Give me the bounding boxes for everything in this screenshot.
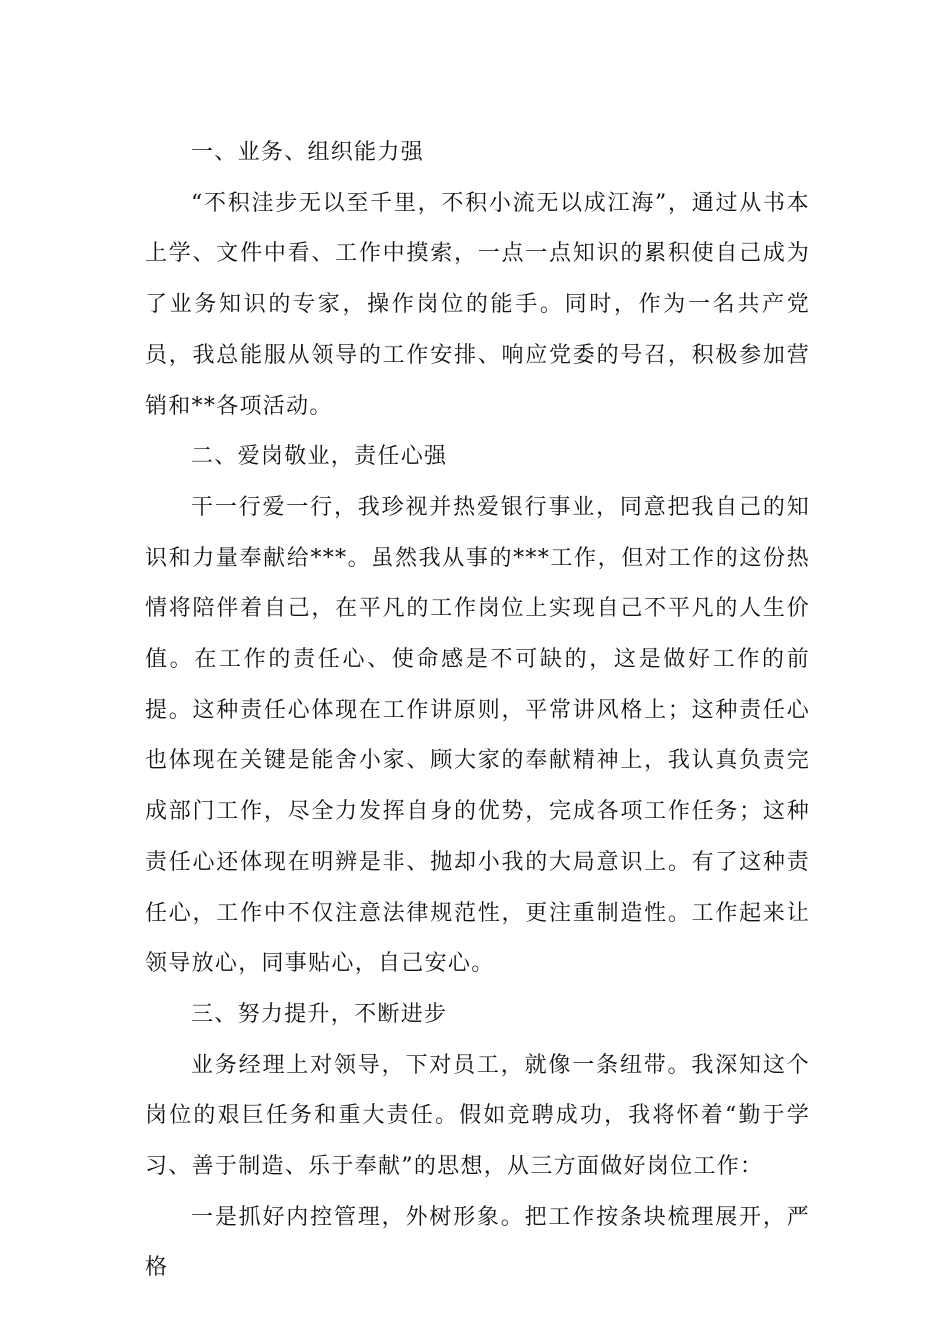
- body-paragraph-2: 干一行爱一行，我珍视并热爱银行事业，同意把我自己的知识和力量奉献给***。虽然我从事的***工作，但对工作的这份热情将陪伴着自己，在平凡的工作岗位上实现自己不平凡的人生价值。在工作的责任心、使命感是不可缺的，这是做好工作的前提。这种责任心体现在工作讲原则，平常讲风格上；这种责任心也体现在关键是能舍小家、顾大家的奉献精神上，我认真负责完成部门工作，尽全力发挥自身的优势，完成各项工作任务；这种责任心还体现在明辨是非、抛却小我的大局意识上。有了这种责任心，工作中不仅注意法律规范性，更注重制造性。工作起来让领导放心，同事贴心，自己安心。: [145, 494, 810, 977]
- section-heading-1: 一、业务、组织能力强: [191, 140, 425, 165]
- section-heading-3: 三、努力提升，不断进步: [191, 1001, 448, 1027]
- body-paragraph-1: “不积洼步无以至千里，不积小流无以成江海”，通过从书本上学、文件中看、工作中摸索，一点一点知识的累积使自己成为了业务知识的专家，操作岗位的能手。同时，作为一名共产党员，我总能服从领导的工作安排、响应党委的号召，积极参加营销和**各项活动。: [145, 190, 810, 419]
- section-heading-2: 二、爱岗敬业，责任心强: [191, 444, 448, 470]
- body-paragraph-3: 业务经理上对领导，下对员工，就像一条纽带。我深知这个岗位的艰巨任务和重大责任。假如竞聘成功，我将怀着“勤于学习、善于制造、乐于奉献”的思想，从三方面做好岗位工作：: [145, 1052, 810, 1180]
- body-paragraph-4: 一是抓好内控管理，外树形象。把工作按条块梳理展开，严格: [145, 1204, 810, 1281]
- document-body: [145, 128, 810, 1294]
